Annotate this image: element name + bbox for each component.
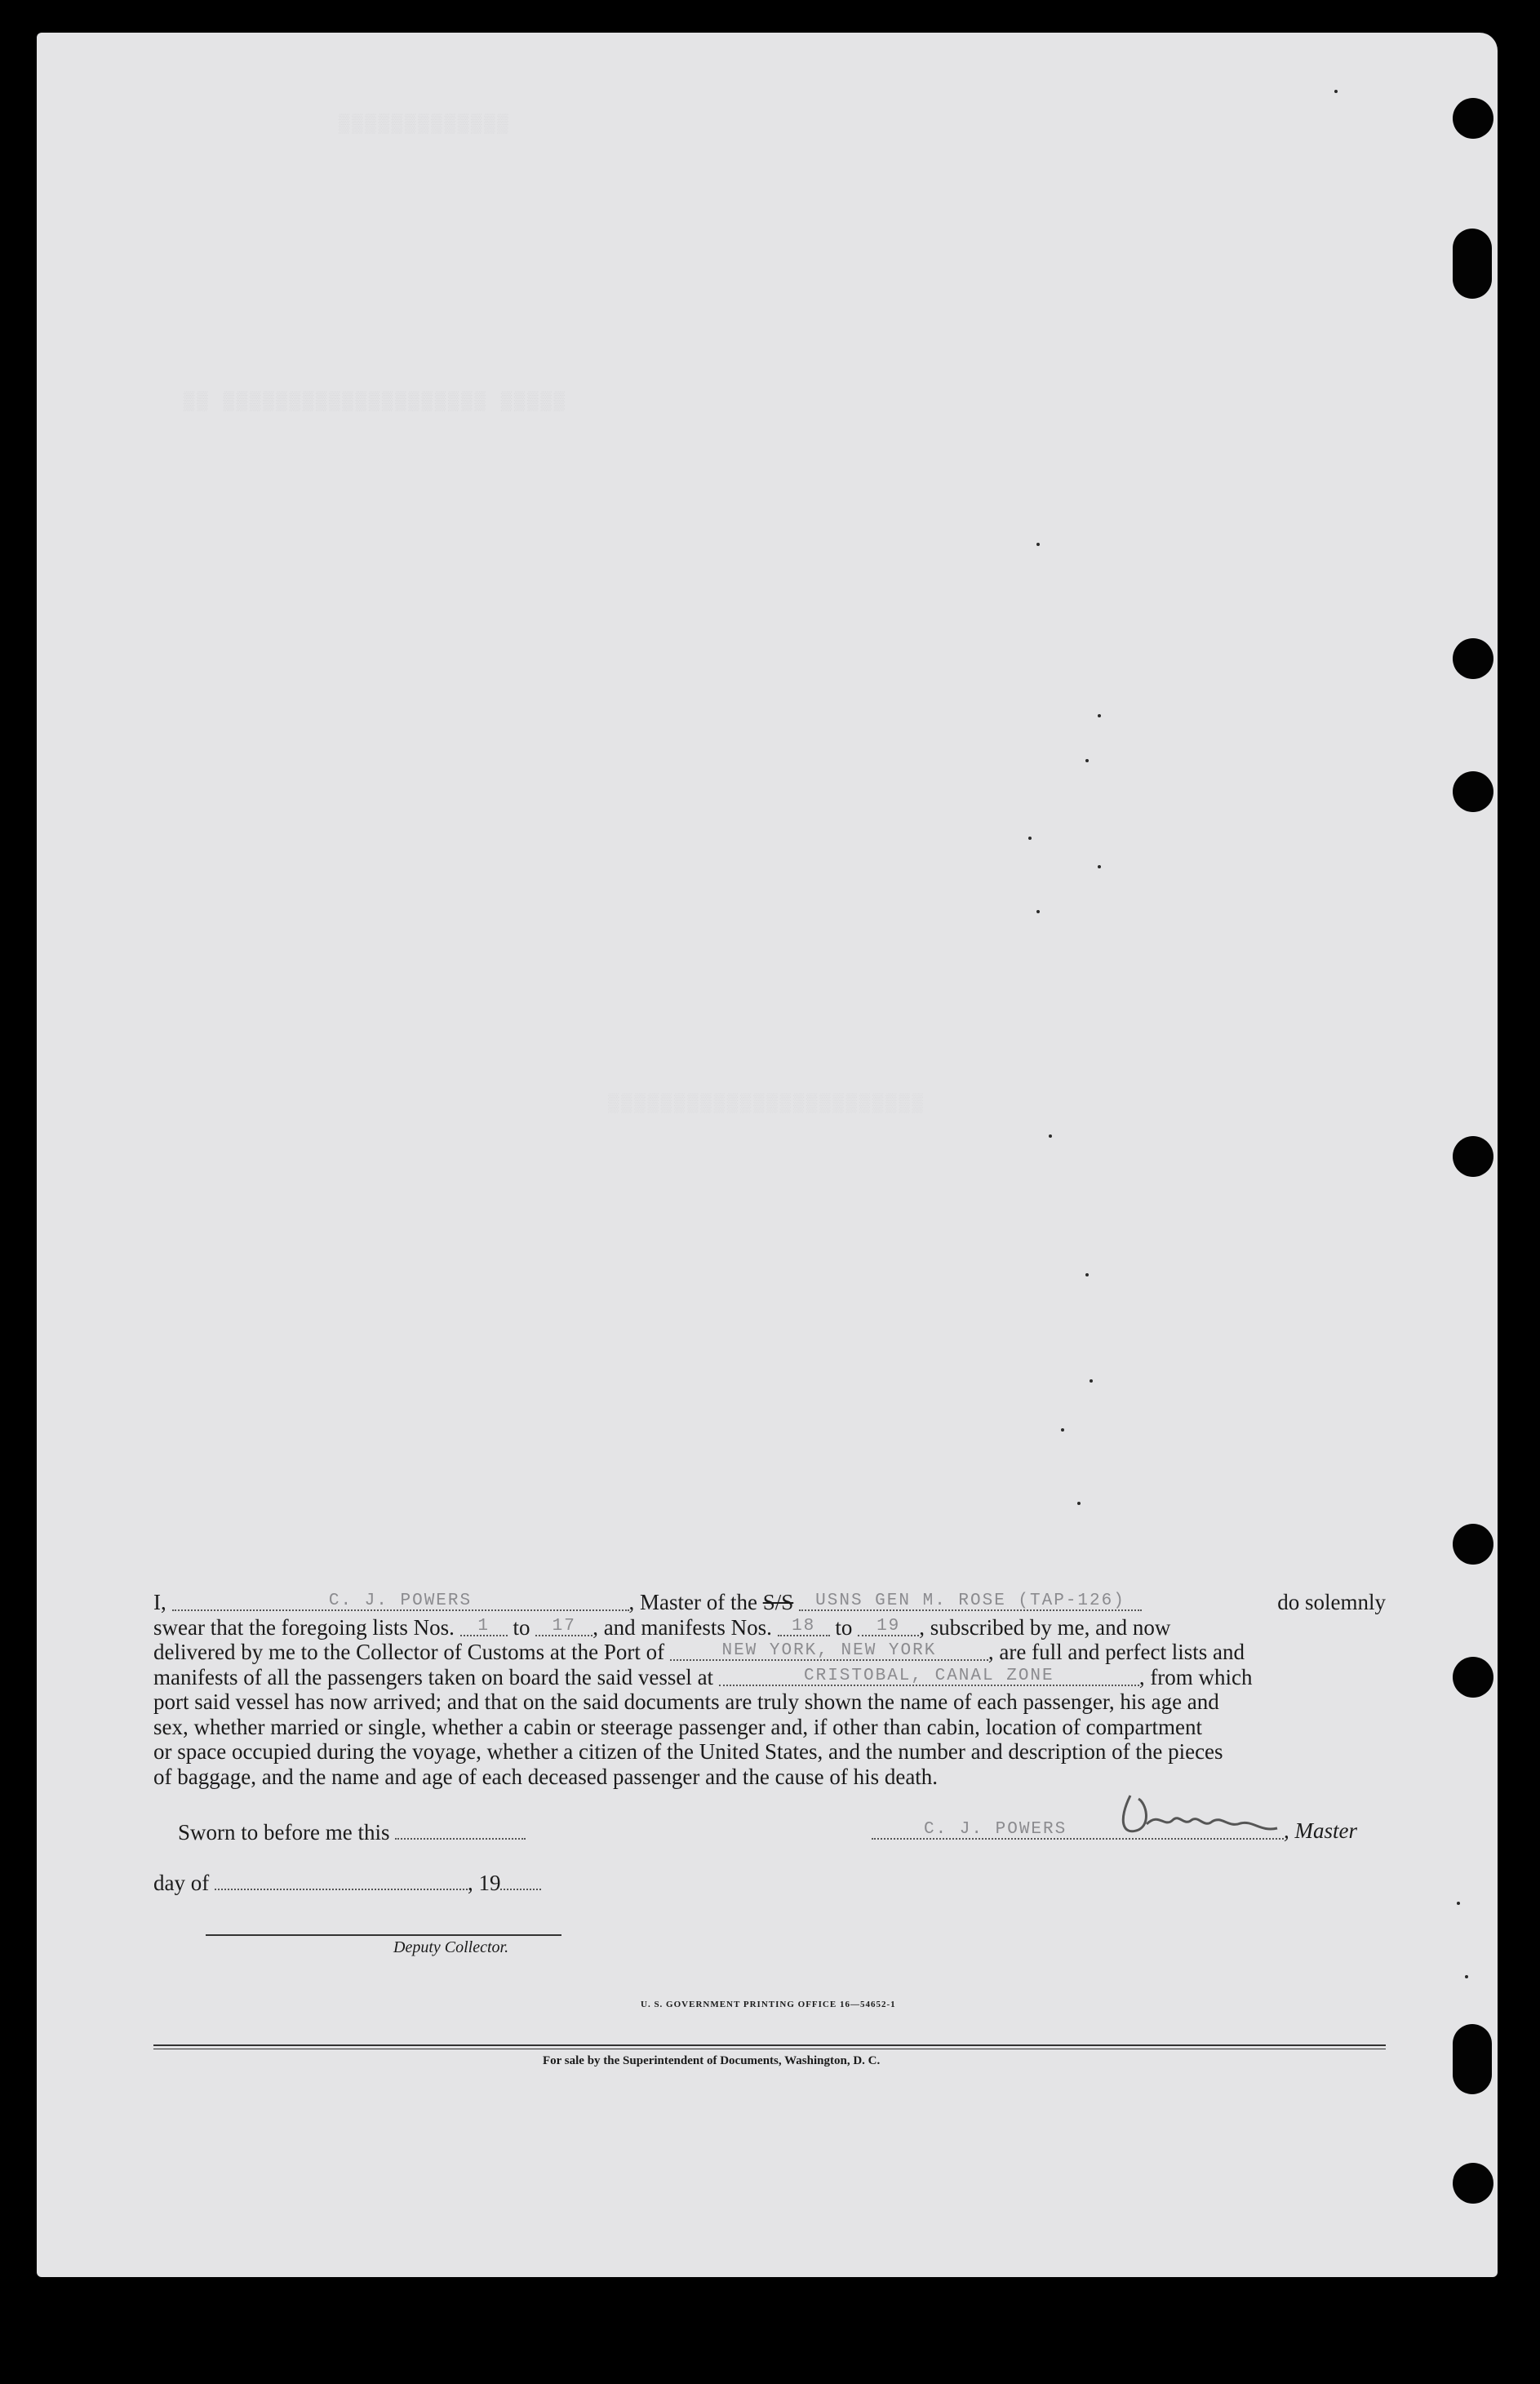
- day-field: [215, 1869, 468, 1890]
- year-field: [500, 1869, 541, 1890]
- vessel-name-value: USNS GEN M. ROSE (TAP-126): [815, 1592, 1125, 1610]
- lists-from-field: [460, 1615, 508, 1636]
- manifests-to-value: 19: [877, 1616, 901, 1636]
- bleed-through: ▒▒ ▒▒▒▒▒▒▒▒▒▒▒▒▒▒▒▒▒▒▒▒ ▒▒▒▒▒: [184, 392, 567, 412]
- to-text: to: [513, 1614, 530, 1640]
- oath-line-2: [153, 1615, 1386, 1640]
- master-name-value: C. J. POWERS: [328, 1592, 473, 1610]
- speck: [1085, 759, 1089, 762]
- for-sale-notice: For sale by the Superintendent of Documents, Washington, D. C.: [543, 2054, 881, 2067]
- oath-line-6: sex, whether married or single, whether a cabin or steerage passenger and, if other than cabin, location of compartment: [153, 1714, 1203, 1739]
- deputy-collector-label: Deputy Collector.: [393, 1938, 509, 1956]
- to-text: to: [835, 1614, 853, 1640]
- from-which-text: , from which: [1138, 1664, 1253, 1689]
- oath-line-4: [153, 1665, 1386, 1690]
- bleed-through: ▒▒▒▒▒▒▒▒▒▒▒▒▒▒▒▒▒▒▒▒▒▒▒▒: [608, 1094, 925, 1114]
- speck: [1085, 1273, 1089, 1276]
- speck: [1036, 910, 1040, 913]
- punch-hole: [1453, 1524, 1493, 1565]
- sworn-label: Sworn to before me this: [178, 1820, 390, 1845]
- oath-line-8: of baggage, and the name and age of each deceased passenger and the cause of his death.: [153, 1764, 939, 1789]
- day-of-line: [153, 1869, 541, 1896]
- master-of-the-text: , Master of the: [628, 1590, 757, 1614]
- sworn-line: [178, 1818, 526, 1845]
- punch-hole: [1453, 638, 1493, 679]
- manifests-taken-text: manifests of all the passengers taken on board the said vessel at: [153, 1664, 714, 1689]
- oath-i: I,: [153, 1590, 166, 1614]
- manifests-from-field: [778, 1615, 830, 1636]
- speck: [1090, 1379, 1093, 1383]
- speck: [1036, 543, 1040, 546]
- punch-hole: [1453, 229, 1492, 299]
- oath-line-1: [153, 1590, 1386, 1615]
- punch-hole: [1453, 2163, 1493, 2204]
- punch-hole: [1453, 98, 1493, 139]
- handwritten-signature: [1114, 1787, 1285, 1853]
- punch-hole: [1453, 1136, 1493, 1177]
- swear-lists-text: swear that the foregoing lists Nos.: [153, 1614, 455, 1640]
- lists-from-value: 1: [477, 1616, 490, 1636]
- do-solemnly-text: do solemnly: [1277, 1590, 1386, 1614]
- punch-hole: [1453, 771, 1493, 812]
- master-name-field: [172, 1590, 629, 1611]
- manifests-from-value: 18: [792, 1616, 816, 1636]
- departure-port-value: CRISTOBAL, CANAL ZONE: [803, 1666, 1054, 1685]
- lists-to-field: [535, 1615, 592, 1636]
- deputy-signature-line: [206, 1934, 561, 1936]
- signed-name-value: C. J. POWERS: [924, 1820, 1067, 1839]
- departure-port-field: [719, 1665, 1139, 1686]
- port-value: NEW YORK, NEW YORK: [721, 1641, 937, 1660]
- manifests-to-field: [858, 1615, 919, 1636]
- speck: [1049, 1134, 1052, 1138]
- speck: [1028, 837, 1032, 840]
- subscribed-text: , subscribed by me, and now: [919, 1614, 1171, 1640]
- master-label: , Master: [1284, 1818, 1357, 1843]
- speck: [1098, 865, 1101, 868]
- speck: [1334, 90, 1338, 93]
- day-of-label: day of: [153, 1871, 210, 1895]
- sworn-date-field: [395, 1818, 526, 1840]
- delivered-text: delivered by me to the Collector of Customs at the Port of: [153, 1640, 665, 1664]
- vessel-prefix: S/S: [762, 1590, 794, 1614]
- speck: [1465, 1975, 1468, 1978]
- speck: [1077, 1502, 1081, 1505]
- printing-office-imprint: U. S. GOVERNMENT PRINTING OFFICE 16—54652-1: [641, 2000, 896, 2009]
- oath-line-3: [153, 1640, 1386, 1665]
- lists-to-value: 17: [552, 1616, 576, 1636]
- speck: [1098, 714, 1101, 717]
- oath-line-7: or space occupied during the voyage, whether a citizen of the United States, and the number and description of the pieces: [153, 1739, 1223, 1764]
- oath-line-5: port said vessel has now arrived; and that on the said documents are truly shown the name of each passenger, his age and: [153, 1689, 1219, 1714]
- speck: [1457, 1902, 1460, 1905]
- bleed-through: ▒▒▒▒▒▒▒▒▒▒▒▒▒: [339, 114, 511, 135]
- footer-rule: [153, 2044, 1386, 2046]
- speck: [1061, 1428, 1064, 1432]
- and-manifests-text: , and manifests Nos.: [592, 1614, 772, 1640]
- punch-hole: [1453, 2024, 1492, 2094]
- year-prefix: , 19: [467, 1871, 501, 1895]
- are-full-text: , are full and perfect lists and: [987, 1640, 1245, 1664]
- oath-paragraph: [153, 1590, 1386, 1789]
- document-page: [37, 33, 1498, 2277]
- vessel-name-field: [799, 1590, 1142, 1611]
- punch-hole: [1453, 1657, 1493, 1698]
- port-field: [670, 1640, 988, 1661]
